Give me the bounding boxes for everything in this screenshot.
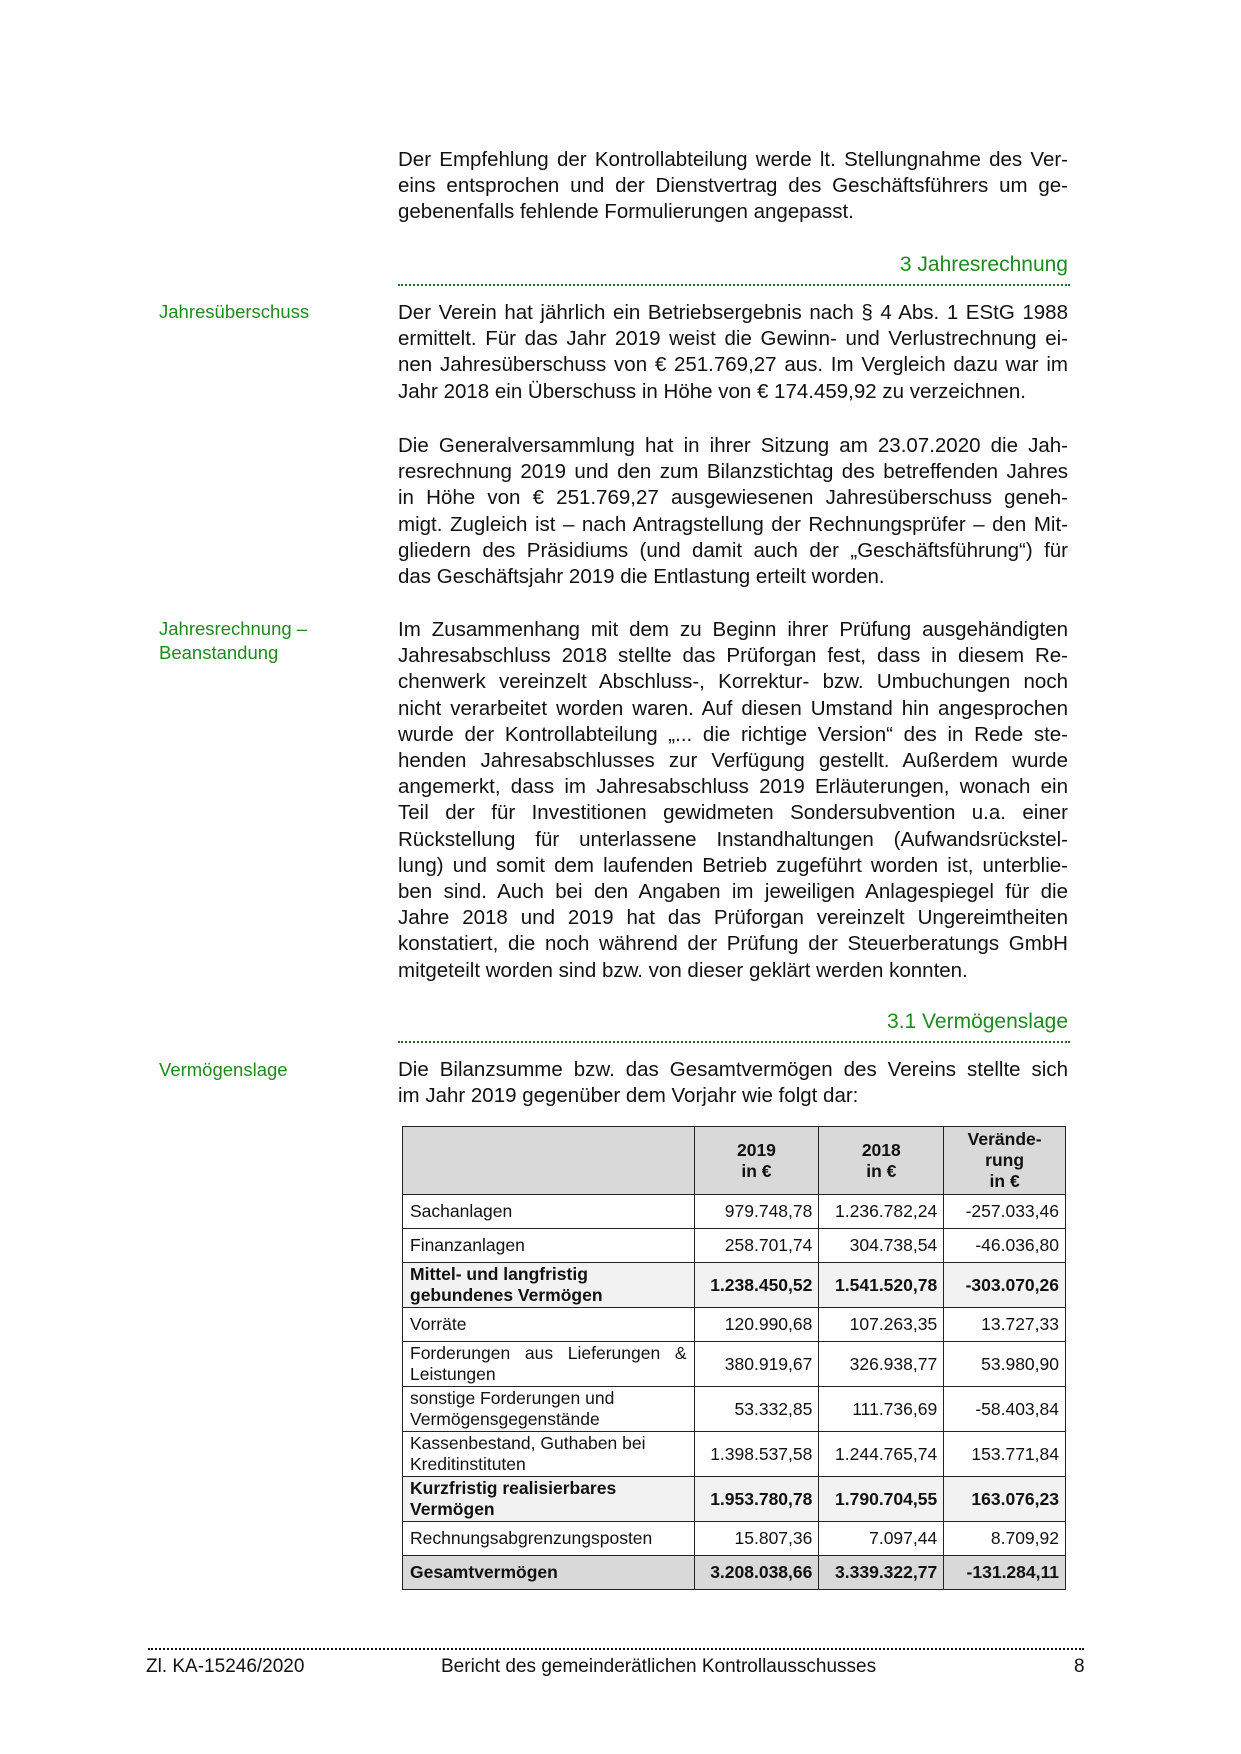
table-row	[403, 1308, 1066, 1342]
value-change: 8.709,92	[944, 1522, 1066, 1556]
text-line: im Jahr 2019 gegenüber dem Vorjahr wie folgt dar:	[398, 1084, 859, 1108]
row-label: Finanzanlagen	[403, 1229, 695, 1263]
footer-title: Bericht des gemeinderätlichen Kontrollausschusses	[441, 1656, 877, 1677]
row-label: Vorräte	[403, 1308, 695, 1342]
value-2018: 111.736,69	[819, 1387, 944, 1432]
value-change: -257.033,46	[944, 1195, 1066, 1229]
text-line: Jahr 2018 ein Überschuss in Höhe von € 174.459,92 zu verzeichnen.	[398, 379, 1026, 403]
generalversammlung-paragraph	[398, 433, 1068, 590]
header-label-cell	[403, 1127, 695, 1195]
value-2019: 3.208.038,66	[694, 1556, 819, 1590]
text-line: resrechnung 2019 und den zum Bilanzstichtag des betreffenden Jahres	[398, 460, 1068, 484]
value-change: -58.403,84	[944, 1387, 1066, 1432]
value-2018: 3.339.322,77	[819, 1556, 944, 1590]
value-2018: 1.244.765,74	[819, 1432, 944, 1477]
text-line: in Höhe von € 251.769,27 ausgewiesenen Jahresüberschuss geneh-	[398, 486, 1068, 510]
table-subtotal-row	[403, 1477, 1066, 1522]
row-label: Kurzfristig realisierbares Vermögen	[403, 1477, 695, 1522]
value-2019: 53.332,85	[694, 1387, 819, 1432]
margin-label-vermoegenslage: Vermögenslage	[159, 1059, 288, 1080]
value-change: -46.036,80	[944, 1229, 1066, 1263]
text-line: Der Verein hat jährlich ein Betriebsergebnis nach § 4 Abs. 1 EStG 1988	[398, 301, 1068, 324]
value-change: 153.771,84	[944, 1432, 1066, 1477]
balance-table	[402, 1126, 1066, 1590]
text-line: wurde der Kontrollabteilung „... die richtige Version“ des in Rede ste-	[398, 722, 1068, 746]
text-line: Die Generalversammlung hat in ihrer Sitzung am 23.07.2020 die Jah-	[398, 434, 1068, 457]
table-row	[403, 1387, 1066, 1432]
row-label: Kassenbestand, Guthaben bei Kreditinstituten	[403, 1432, 695, 1477]
section-heading-vermoegenslage: 3.1 Vermögenslage	[887, 1010, 1068, 1033]
row-label: Sachanlagen	[403, 1195, 695, 1229]
value-change: -131.284,11	[944, 1556, 1066, 1590]
table-row	[403, 1432, 1066, 1477]
text-line: Die Bilanzsumme bzw. das Gesamtvermögen des Vereins stellte sich	[398, 1058, 1068, 1081]
header-2018: 2018 in €	[819, 1127, 944, 1195]
page-number: 8	[1074, 1656, 1085, 1677]
value-2019: 15.807,36	[694, 1522, 819, 1556]
text-line: Teil der für Investitionen gewidmeten Sondersubvention u.a. einer	[398, 801, 1068, 825]
table-row	[403, 1195, 1066, 1229]
header-2019: 2019 in €	[694, 1127, 819, 1195]
value-2019: 1.398.537,58	[694, 1432, 819, 1477]
text-line: Jahre 2018 und 2019 hat das Prüforgan vereinzelt Ungereimtheiten	[398, 906, 1068, 930]
value-2018: 304.738,54	[819, 1229, 944, 1263]
row-label: Rechnungsabgrenzungsposten	[403, 1522, 695, 1556]
beanstandung-paragraph	[398, 617, 1068, 984]
text-line: Jahresabschluss 2018 stellte das Prüforgan fest, dass in diesem Re-	[398, 644, 1068, 668]
row-label: Mittel- und langfristig gebundenes Vermögen	[403, 1263, 695, 1308]
margin-label-line: Jahresrechnung –	[159, 618, 308, 639]
text-line: lung) und somit dem laufenden Betrieb zugeführt worden ist, unterblie-	[398, 853, 1068, 877]
value-change: -303.070,26	[944, 1263, 1066, 1308]
section-divider	[398, 284, 1070, 286]
table-row	[403, 1522, 1066, 1556]
vermoegenslage-paragraph	[398, 1057, 1068, 1109]
margin-label-beanstandung	[159, 617, 307, 665]
value-2018: 7.097,44	[819, 1522, 944, 1556]
text-line: Im Zusammenhang mit dem zu Beginn ihrer Prüfung ausgehändigten	[398, 618, 1068, 641]
text-line: migt. Zugleich ist – nach Antragstellung der Rechnungsprüfer – den Mit-	[398, 512, 1068, 536]
section-divider	[398, 1041, 1070, 1043]
text-line: ermittelt. Für das Jahr 2019 weist die Gewinn- und Verlustrechnung ei-	[398, 327, 1068, 351]
table-row	[403, 1229, 1066, 1263]
footer-reference: Zl. KA-15246/2020	[146, 1656, 305, 1677]
text-line: Rückstellung für unterlassene Instandhaltungen (Aufwandsrückstel-	[398, 827, 1068, 851]
table-header-row	[403, 1127, 1066, 1195]
table-total-row	[403, 1556, 1066, 1590]
intro-paragraph	[398, 147, 1068, 226]
value-change: 163.076,23	[944, 1477, 1066, 1522]
value-2018: 107.263,35	[819, 1308, 944, 1342]
value-2019: 380.919,67	[694, 1342, 819, 1387]
row-label: Gesamtvermögen	[403, 1556, 695, 1590]
row-label: sonstige Forderungen und Vermögensgegenstände	[403, 1387, 695, 1432]
jahresueberschuss-paragraph	[398, 300, 1068, 405]
value-2019: 1.238.450,52	[694, 1263, 819, 1308]
text-line: konstatiert, die noch während der Prüfung der Steuerberatungs GmbH	[398, 932, 1068, 956]
text-line: henden Jahresabschlusses zur Verfügung gestellt. Außerdem wurde	[398, 749, 1068, 773]
value-2019: 120.990,68	[694, 1308, 819, 1342]
value-2019: 258.701,74	[694, 1229, 819, 1263]
value-2019: 1.953.780,78	[694, 1477, 819, 1522]
text-line: Der Empfehlung der Kontrollabteilung werde lt. Stellungnahme des Ver-	[398, 148, 1068, 171]
text-line: nicht verarbeitet worden waren. Auf diesen Umstand hin angesprochen	[398, 696, 1068, 720]
text-line: chenwerk vereinzelt Abschluss-, Korrektur- bzw. Umbuchungen noch	[398, 670, 1068, 694]
margin-label-line: Beanstandung	[159, 642, 279, 663]
table-subtotal-row	[403, 1263, 1066, 1308]
text-line: gliedern des Präsidiums (und damit auch der „Geschäftsführung“) für	[398, 538, 1068, 562]
value-2018: 1.790.704,55	[819, 1477, 944, 1522]
section-heading-jahresrechnung: 3 Jahresrechnung	[899, 253, 1068, 276]
value-2019: 979.748,78	[694, 1195, 819, 1229]
table-row	[403, 1342, 1066, 1387]
value-2018: 326.938,77	[819, 1342, 944, 1387]
text-line: mitgeteilt worden sind bzw. von dieser geklärt werden konnten.	[398, 958, 968, 982]
text-line: eins entsprochen und der Dienstvertrag des Geschäftsführers um ge-	[398, 174, 1068, 198]
text-line: ben sind. Auch bei den Angaben im jeweiligen Anlagespiegel für die	[398, 880, 1068, 904]
text-line: das Geschäftsjahr 2019 die Entlastung erteilt worden.	[398, 565, 885, 589]
text-line: angemerkt, dass im Jahresabschluss 2019 Erläuterungen, wonach ein	[398, 775, 1068, 799]
value-change: 53.980,90	[944, 1342, 1066, 1387]
row-label: Forderungen aus Lieferungen & Leistungen	[403, 1342, 695, 1387]
value-change: 13.727,33	[944, 1308, 1066, 1342]
value-2018: 1.541.520,78	[819, 1263, 944, 1308]
text-line: nen Jahresüberschuss von € 251.769,27 aus. Im Vergleich dazu war im	[398, 353, 1068, 377]
value-2018: 1.236.782,24	[819, 1195, 944, 1229]
footer-divider	[148, 1648, 1084, 1650]
header-change: Verände- rung in €	[944, 1127, 1066, 1195]
margin-label-jahresueberschuss: Jahresüberschuss	[159, 301, 310, 322]
text-line: gebenenfalls fehlende Formulierungen angepasst.	[398, 200, 854, 224]
